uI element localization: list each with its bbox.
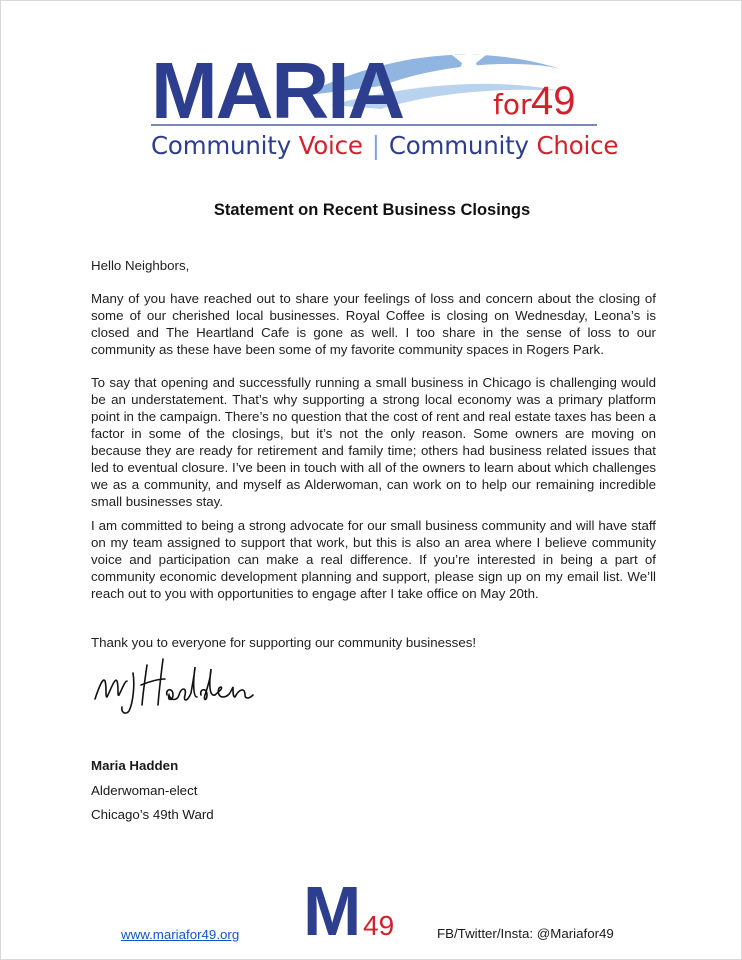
greeting: Hello Neighbors, [91, 258, 190, 273]
signer-title: Alderwoman-elect [91, 783, 198, 798]
logo-for: for [493, 88, 532, 121]
footer-logo-letter: M [303, 877, 362, 937]
social-handle: FB/Twitter/Insta: @Mariafor49 [437, 926, 614, 941]
logo-name: MARIA [151, 46, 404, 135]
star-icon [452, 43, 486, 75]
paragraph-1 [91, 290, 656, 358]
logo-tagline [151, 131, 619, 160]
paragraph-3 [91, 517, 656, 602]
signer-ward: Chicago’s 49th Ward [91, 807, 214, 822]
closing-line: Thank you to everyone for supporting our community businesses! [91, 635, 477, 650]
tagline-choice: Choice [536, 131, 619, 160]
tagline-voice: Voice [298, 131, 363, 160]
tagline-community-2: Community [388, 131, 529, 160]
header-logo [1, 1, 742, 176]
handwritten-signature [89, 651, 289, 721]
signer-name: Maria Hadden [91, 758, 179, 773]
website-link[interactable]: www.mariafor49.org [121, 927, 240, 942]
logo-wordmark [1, 1, 742, 136]
paragraph-1-text: Many of you have reached out to share your feelings of loss and concern about the closing of some of our cherished local businesses. Royal Coffee is closing on Wednesday, Leona’s is closed and The Heartland Cafe is gone as well. I too share in the sense of loss to our community as these have been some of my favorite community spaces in Rogers Park. [91, 291, 656, 357]
tagline-separator: | [371, 131, 380, 160]
paragraph-2-text: To say that opening and successfully running a small business in Chicago is challenging would be an understatement. That’s why supporting a strong local economy was a primary platform point in the campaign. There’s no question that the cost of rent and real estate taxes has been a factor in some of the closings, but it’s not the only reason. Some owners are moving on because they are ready for retirement and family time; others had business related issues that led to eventual closure. I’ve been in touch with all of the owners to learn about which challenges we as a community, and myself as Alderwoman, can work on to help our remaining incredible small businesses stay. [91, 375, 656, 509]
paragraph-2 [91, 374, 656, 510]
logo-number: 49 [531, 79, 576, 123]
tagline-community-1: Community [151, 131, 291, 160]
footer-logo [303, 877, 423, 937]
footer-logo-number: 49 [363, 910, 395, 937]
document-title: Statement on Recent Business Closings [213, 201, 531, 219]
paragraph-3-text: I am committed to being a strong advocate for our small business community and will have staff on my team assigned to support that work, but this is also an area where I believe community voice and participation can make a real difference. If you’re interested in being a part of community economic development planning and support, please sign up on my email list. We’ll reach out to you with opportunities to engage after I take office on May 20th. [91, 518, 656, 601]
